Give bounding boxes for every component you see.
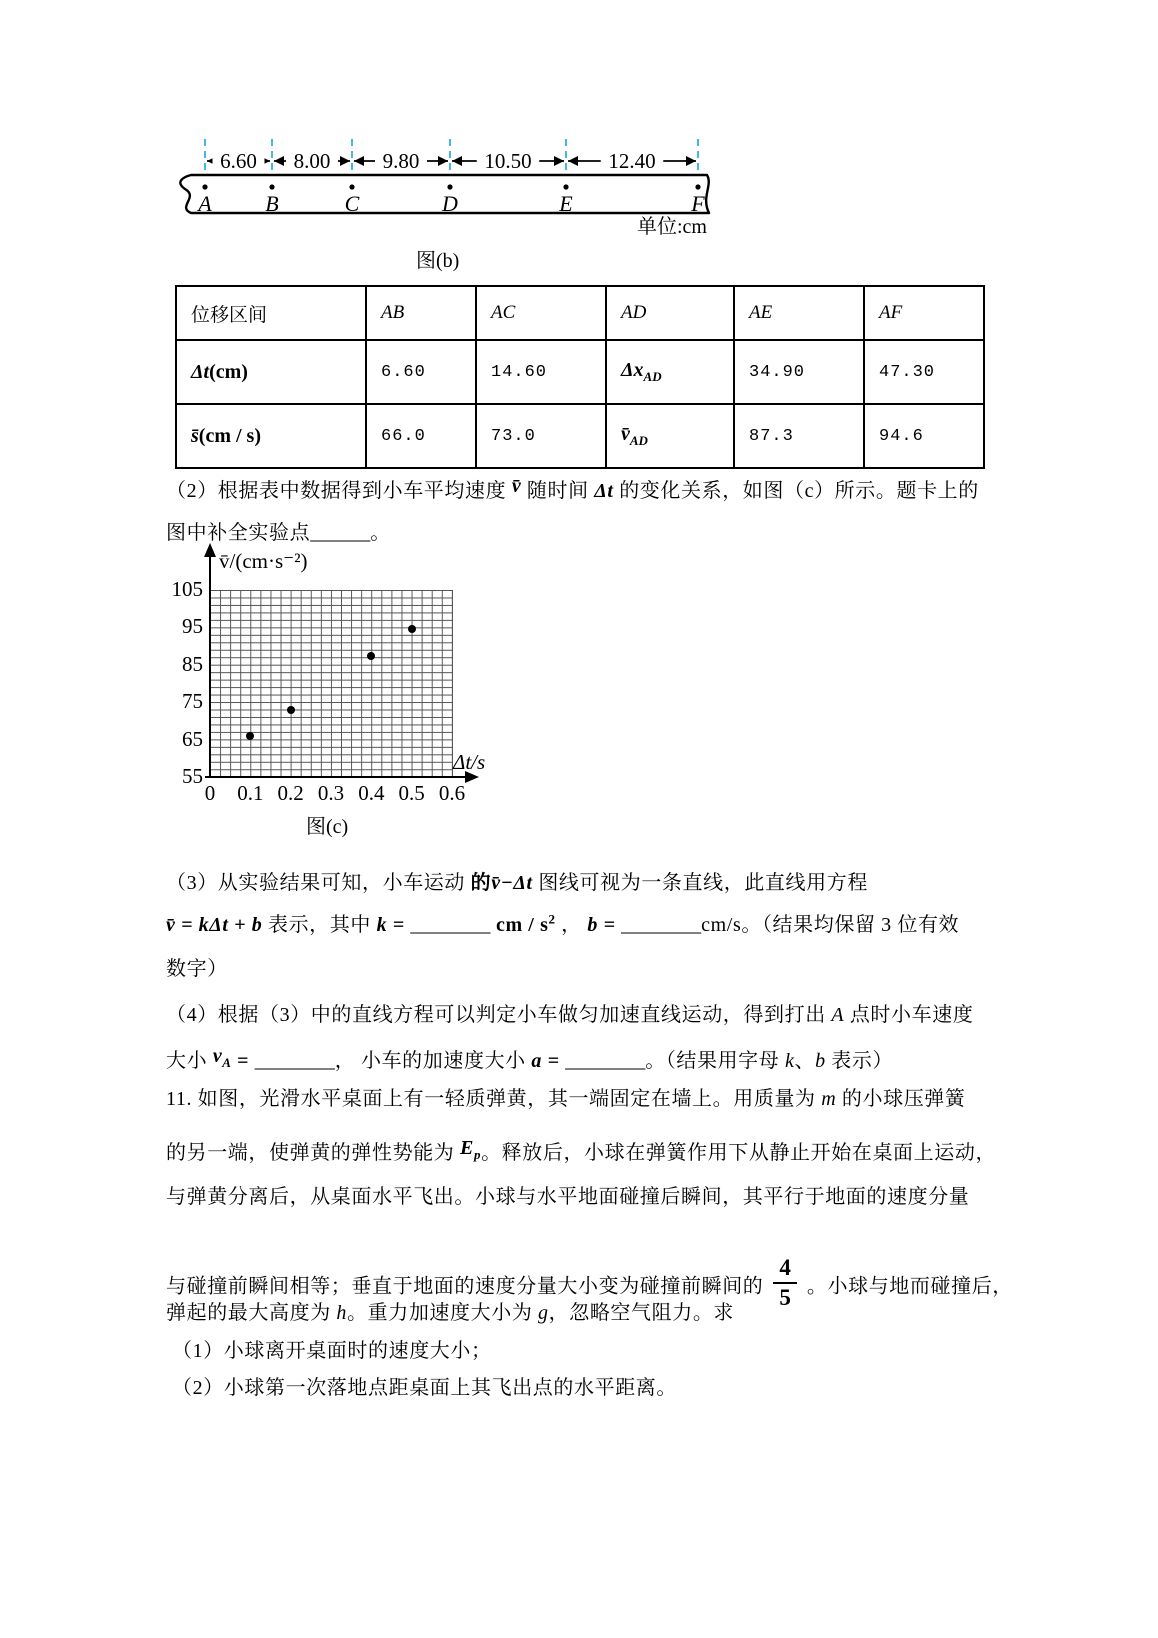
interval-value: 12.40 xyxy=(608,149,656,173)
table-header-cell: AB xyxy=(366,286,476,340)
line-equation: v̄ = kΔt + b xyxy=(166,914,263,936)
v-a-symbol xyxy=(213,1045,232,1071)
point-label: B xyxy=(265,191,279,216)
answer-blank: ______ xyxy=(310,522,371,544)
x-tick-label: 0.6 xyxy=(438,781,466,805)
x-tick-label: 0.2 xyxy=(277,781,304,805)
text-run: cm/s。（结果均保留 3 位有效 xyxy=(701,914,960,936)
text-run: 的变化关系，如图（c）所示。题卡上的 xyxy=(613,480,979,502)
a-equals: a = xyxy=(531,1050,566,1072)
row-symbol: s̄ xyxy=(191,424,199,447)
fraction-numerator: 4 xyxy=(773,1254,797,1284)
equals-sign: = xyxy=(231,1050,255,1072)
data-point xyxy=(408,625,416,633)
row-symbol: Δt xyxy=(191,360,210,383)
text-run: （4）根据（3）中的直线方程可以判定小车做匀加速直线运动，得到打出 xyxy=(166,1004,832,1026)
arrow-left-icon xyxy=(452,156,462,166)
table-header-row xyxy=(176,286,984,340)
displacement-table xyxy=(175,285,985,469)
fraction-four-fifths xyxy=(773,1254,797,1311)
text-run: 。（结果用字母 xyxy=(645,1050,785,1072)
point-a-symbol: A xyxy=(831,1004,845,1026)
table-cell: 87.3 xyxy=(734,404,864,468)
tape-interval-arrows xyxy=(207,149,696,173)
text-run: 11. 如图，光滑水平桌面上有一轻质弹黄，其一端固定在墙上。用质量为 xyxy=(166,1088,822,1110)
table-header-cell: AD xyxy=(606,286,734,340)
y-axis-arrow-icon xyxy=(204,543,216,557)
text-run: 的小球压弹簧 xyxy=(836,1088,966,1110)
row-unit: (cm / s) xyxy=(198,424,261,447)
g-symbol: g xyxy=(538,1302,549,1324)
arrow-left-icon xyxy=(568,156,578,166)
arrow-right-icon xyxy=(554,156,564,166)
x-tick-label: 0.4 xyxy=(358,781,385,805)
text-run: 数字） xyxy=(166,958,228,980)
table-cell: 6.60 xyxy=(366,340,476,404)
text-run: 弹起的最大高度为 xyxy=(166,1302,337,1324)
velocity-time-chart xyxy=(165,548,505,820)
point-label: E xyxy=(559,191,573,216)
figure-c-caption: 图(c) xyxy=(306,816,349,838)
text-run: 图中补全实验点 xyxy=(166,522,311,544)
text-run: 与碰撞前瞬间相等；垂直于地面的速度分量大小变为碰撞前瞬间的 xyxy=(166,1275,764,1298)
table-cell: 73.0 xyxy=(476,404,606,468)
b-symbol: b xyxy=(815,1050,826,1072)
question-3-line-1 xyxy=(166,866,868,895)
question-11-sub-1 xyxy=(172,1334,492,1363)
y-tick-label: 75 xyxy=(182,689,203,714)
math-base: Δx xyxy=(621,359,644,381)
answer-blank-va: ________ xyxy=(254,1050,335,1072)
answer-blank-b: ________ xyxy=(621,914,702,936)
question-4-line-1 xyxy=(166,998,973,1027)
text-run: 。释放后，小球在弹簧作用下从静止开始在桌面上运动， xyxy=(481,1142,997,1164)
h-symbol: h xyxy=(336,1302,348,1324)
table-cell-math xyxy=(606,340,734,404)
question-2-line-1 xyxy=(166,474,979,503)
point-label: D xyxy=(442,191,458,216)
point-label: A xyxy=(198,191,212,216)
row-label-cell xyxy=(176,340,366,404)
e-symbol: E xyxy=(460,1137,474,1159)
v-bar-symbol: v̄ xyxy=(511,475,522,497)
answer-blank-k: ________ xyxy=(410,914,491,936)
table-cell: 14.60 xyxy=(476,340,606,404)
table-cell: 94.6 xyxy=(864,404,984,468)
v-symbol: v xyxy=(212,1045,223,1067)
text-run: （2）小球第一次落地点距桌面上其飞出点的水平距离。 xyxy=(172,1377,677,1399)
text-run: 。重力加速度大小为 xyxy=(347,1302,539,1324)
k-equals: k = xyxy=(376,914,411,936)
point-label: C xyxy=(344,191,360,216)
table-header-cell: AF xyxy=(864,286,984,340)
tape-point-dot xyxy=(349,184,354,189)
x-tick-label: 0.1 xyxy=(237,781,264,805)
table-cell: 66.0 xyxy=(366,404,476,468)
unit-exponent: 2 xyxy=(548,911,556,927)
x-tick-label: 0 xyxy=(204,781,216,805)
text-run: 与弹黄分离后，从桌面水平飞出。小球与水平地面碰撞后瞬间，其平行于地面的速度分量 xyxy=(166,1186,970,1208)
tape-point-dot xyxy=(695,184,700,189)
chart-grid xyxy=(210,590,453,777)
arrow-right-icon xyxy=(438,156,448,166)
text-run: ， 小车的加速度大小 xyxy=(334,1050,532,1072)
arrow-right-icon xyxy=(686,156,696,166)
interval-value: 10.50 xyxy=(484,149,532,173)
y-tick-label: 85 xyxy=(182,651,203,676)
question-11-line-5 xyxy=(166,1296,734,1325)
a-subscript: A xyxy=(222,1055,232,1070)
figure-b-caption: 图(b) xyxy=(416,250,460,272)
v-bar-minus-delta-t: v̄−Δt xyxy=(491,872,533,894)
x-axis-label: Δt/s xyxy=(453,750,486,774)
table-row xyxy=(176,404,984,468)
text-run: 表示，其中 xyxy=(262,914,377,936)
question-11-line-3 xyxy=(166,1180,969,1209)
x-tick-label: 0.5 xyxy=(398,781,425,805)
y-tick-label: 95 xyxy=(182,614,203,639)
m-symbol: m xyxy=(821,1088,837,1110)
text-run: （3）从实验结果可知，小车运动 xyxy=(166,872,471,894)
table-header-cell: AE xyxy=(734,286,864,340)
y-tick-label: 65 xyxy=(182,726,203,751)
tape-point-dot xyxy=(563,184,568,189)
x-axis xyxy=(205,776,467,778)
arrow-left-icon xyxy=(274,156,284,166)
math-base: v̄ xyxy=(621,423,630,445)
text-run: 大小 xyxy=(166,1050,213,1072)
tape-point-dot xyxy=(202,184,207,189)
question-3-line-3 xyxy=(166,952,228,981)
table-header-cell: AC xyxy=(476,286,606,340)
b-equals: b = xyxy=(587,914,622,936)
table-cell: 34.90 xyxy=(734,340,864,404)
text-run: 、 xyxy=(794,1050,816,1072)
row-unit: (cm) xyxy=(209,360,248,383)
tape-point-dot xyxy=(447,184,452,189)
y-axis-label: v̄/(cm·s⁻²) xyxy=(219,549,308,573)
ep-symbol xyxy=(460,1137,481,1163)
text-run: 的另一端，使弹黄的弹性势能为 xyxy=(166,1142,460,1164)
row-label-cell xyxy=(176,404,366,468)
unit-cm-s2: cm / s xyxy=(490,914,549,936)
text-run: （2）根据表中数据得到小车平均速度 xyxy=(166,480,512,502)
question-11-line-2 xyxy=(166,1136,996,1168)
interval-value: 8.00 xyxy=(293,149,331,173)
interval-value: 9.80 xyxy=(382,149,420,173)
text-run: 。小球与地而碰撞后， xyxy=(806,1275,1013,1298)
question-3-line-2 xyxy=(166,908,959,937)
table-cell-math xyxy=(606,404,734,468)
interval-value: 6.60 xyxy=(220,149,257,173)
point-label: F xyxy=(691,191,705,216)
table-header-cell: 位移区间 xyxy=(176,286,366,340)
text-run: 的 xyxy=(470,872,492,894)
y-tick-label: 105 xyxy=(171,577,203,601)
y-axis xyxy=(209,554,211,777)
p-subscript: p xyxy=(473,1147,482,1162)
table-cell: 47.30 xyxy=(864,340,984,404)
unit-label: 单位:cm xyxy=(637,216,707,238)
arrow-left-icon xyxy=(354,156,364,166)
table-row xyxy=(176,340,984,404)
text-run: 表示） xyxy=(825,1050,894,1072)
y-tick-label: 55 xyxy=(182,764,203,788)
question-2-line-2 xyxy=(166,516,391,545)
text-run: 随时间 xyxy=(521,480,595,502)
text-run: 点时小车速度 xyxy=(844,1004,974,1026)
text-run: 图线可视为一条直线，此直线用方程 xyxy=(532,872,868,894)
text-run: 。 xyxy=(370,522,391,544)
text-run: ，忽略空气阻力。求 xyxy=(548,1302,735,1324)
math-subscript: AD xyxy=(629,433,648,448)
k-symbol: k xyxy=(785,1050,795,1072)
fraction-denominator: 5 xyxy=(779,1284,791,1310)
question-11-line-1 xyxy=(166,1082,966,1111)
question-4-line-2 xyxy=(166,1044,893,1076)
arrow-right-icon xyxy=(340,156,350,166)
x-tick-label: 0.3 xyxy=(317,781,345,805)
answer-blank-a: ________ xyxy=(565,1050,646,1072)
text-run: （1）小球离开桌面时的速度大小； xyxy=(172,1340,492,1362)
tape-point-dot xyxy=(269,184,274,189)
math-subscript: AD xyxy=(643,369,662,384)
question-11-sub-2 xyxy=(172,1371,677,1400)
text-run: ， xyxy=(555,914,588,936)
data-point xyxy=(287,706,295,714)
delta-t-symbol: Δt xyxy=(594,480,614,502)
